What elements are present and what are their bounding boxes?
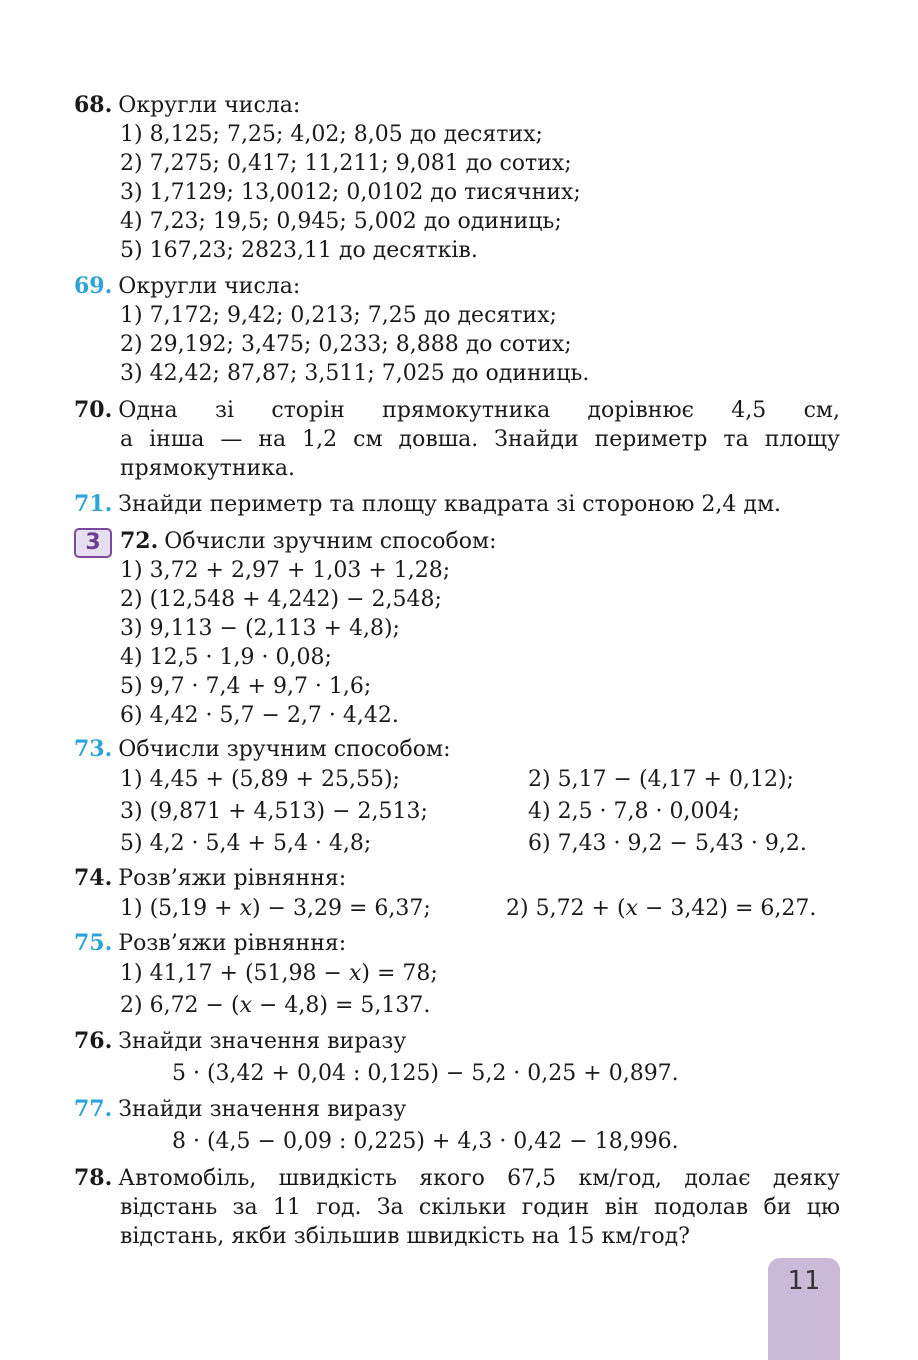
list-item: 1) 3,72 + 2,97 + 1,03 + 1,28; [120, 558, 451, 583]
equation-2: 2) 6,72 − (x − 4,8) = 5,137. [120, 993, 431, 1018]
problem-stem: Обчисли зручним способом: [118, 737, 451, 762]
problem-number: 77. [74, 1096, 113, 1122]
problem-text-line: відстань за 11 год. За скільки годин він подолав би цю [120, 1195, 840, 1220]
expression: 5 · (3,42 + 0,04 : 0,125) − 5,2 · 0,25 + 0,897. [172, 1061, 679, 1086]
problem-number: 71. [74, 491, 113, 517]
problem-stem: Обчисли зручним способом: [164, 529, 497, 554]
problem-74 [74, 864, 840, 925]
problem-number: 76. [74, 1028, 113, 1054]
list-item: 5) 4,2 · 5,4 + 5,4 · 4,8; [120, 831, 372, 856]
list-item: 3) 9,113 − (2,113 + 4,8); [120, 616, 400, 641]
problem-text-line: відстань, якби збільшив швидкість на 15 км/год? [120, 1224, 690, 1249]
equation-1: 1) (5,19 + x) − 3,29 = 6,37; [120, 896, 431, 921]
page-number: 11 [787, 1266, 821, 1296]
problem-number: 78. [74, 1165, 113, 1191]
problem-70 [74, 396, 840, 483]
problem-number: 70. [74, 397, 113, 423]
list-item: 4) 2,5 · 7,8 · 0,004; [528, 799, 740, 824]
problem-number: 74. [74, 865, 113, 891]
problem-text-line: Автомобіль, швидкість якого 67,5 км/год, долає деяку [118, 1166, 840, 1191]
problem-stem: Знайди периметр та площу квадрата зі стороною 2,4 дм. [118, 492, 782, 517]
problem-stem: Округли числа: [118, 93, 301, 118]
problem-number: 72. [120, 528, 159, 554]
problem-text-line: прямокутника. [120, 456, 296, 481]
problem-77 [74, 1095, 840, 1158]
list-item: 5) 167,23; 2823,11 до десятків. [120, 238, 478, 263]
list-item: 1) 7,172; 9,42; 0,213; 7,25 до десятих; [120, 303, 557, 328]
list-item: 2) 29,192; 3,475; 0,233; 8,888 до сотих; [120, 332, 572, 357]
problem-73 [74, 735, 840, 860]
problem-text-line: Одна зі сторін прямокутника дорівнює 4,5 см, [118, 398, 840, 423]
problem-68 [74, 91, 840, 265]
expression: 8 · (4,5 − 0,09 : 0,225) + 4,3 · 0,42 − 18,996. [172, 1129, 679, 1154]
problem-stem: Знайди значення виразу [118, 1029, 407, 1054]
problem-72 [74, 527, 840, 730]
list-item: 6) 7,43 · 9,2 − 5,43 · 9,2. [528, 831, 807, 856]
problem-stem: Округли числа: [118, 274, 301, 299]
list-item: 2) 5,17 − (4,17 + 0,12); [528, 767, 794, 792]
list-item: 4) 7,23; 19,5; 0,945; 5,002 до одиниць; [120, 209, 562, 234]
equation-2: 2) 5,72 + (x − 3,42) = 6,27. [506, 896, 817, 921]
list-item: 3) 42,42; 87,87; 3,511; 7,025 до одиниць. [120, 361, 590, 386]
problem-text-line: а інша — на 1,2 см довша. Знайди периметр та площу [120, 427, 840, 452]
problem-number: 75. [74, 930, 113, 956]
problem-number: 69. [74, 273, 113, 299]
problem-stem: Розв’яжи рівняння: [118, 866, 347, 891]
problem-71 [74, 490, 840, 519]
problem-stem: Розв’яжи рівняння: [118, 931, 347, 956]
problem-75 [74, 929, 840, 1022]
problem-number: 73. [74, 736, 113, 762]
problem-78 [74, 1164, 840, 1251]
problem-69 [74, 272, 840, 388]
problem-number: 68. [74, 92, 113, 118]
list-item: 1) 8,125; 7,25; 4,02; 8,05 до десятих; [120, 122, 543, 147]
list-item: 1) 4,45 + (5,89 + 25,55); [120, 767, 400, 792]
list-item: 3) 1,7129; 13,0012; 0,0102 до тисячних; [120, 180, 581, 205]
equation-1: 1) 41,17 + (51,98 − x) = 78; [120, 961, 438, 986]
list-item: 4) 12,5 · 1,9 · 0,08; [120, 645, 332, 670]
list-item: 5) 9,7 · 7,4 + 9,7 · 1,6; [120, 674, 372, 699]
problem-76 [74, 1027, 840, 1090]
list-item: 3) (9,871 + 4,513) − 2,513; [120, 799, 428, 824]
page-number-tab [768, 1258, 840, 1360]
list-item: 6) 4,42 · 5,7 − 2,7 · 4,42. [120, 703, 399, 728]
list-item: 2) 7,275; 0,417; 11,211; 9,081 до сотих; [120, 151, 572, 176]
list-item: 2) (12,548 + 4,242) − 2,548; [120, 587, 442, 612]
problem-stem: Знайди значення виразу [118, 1097, 407, 1122]
difficulty-badge: 3 [74, 528, 112, 558]
